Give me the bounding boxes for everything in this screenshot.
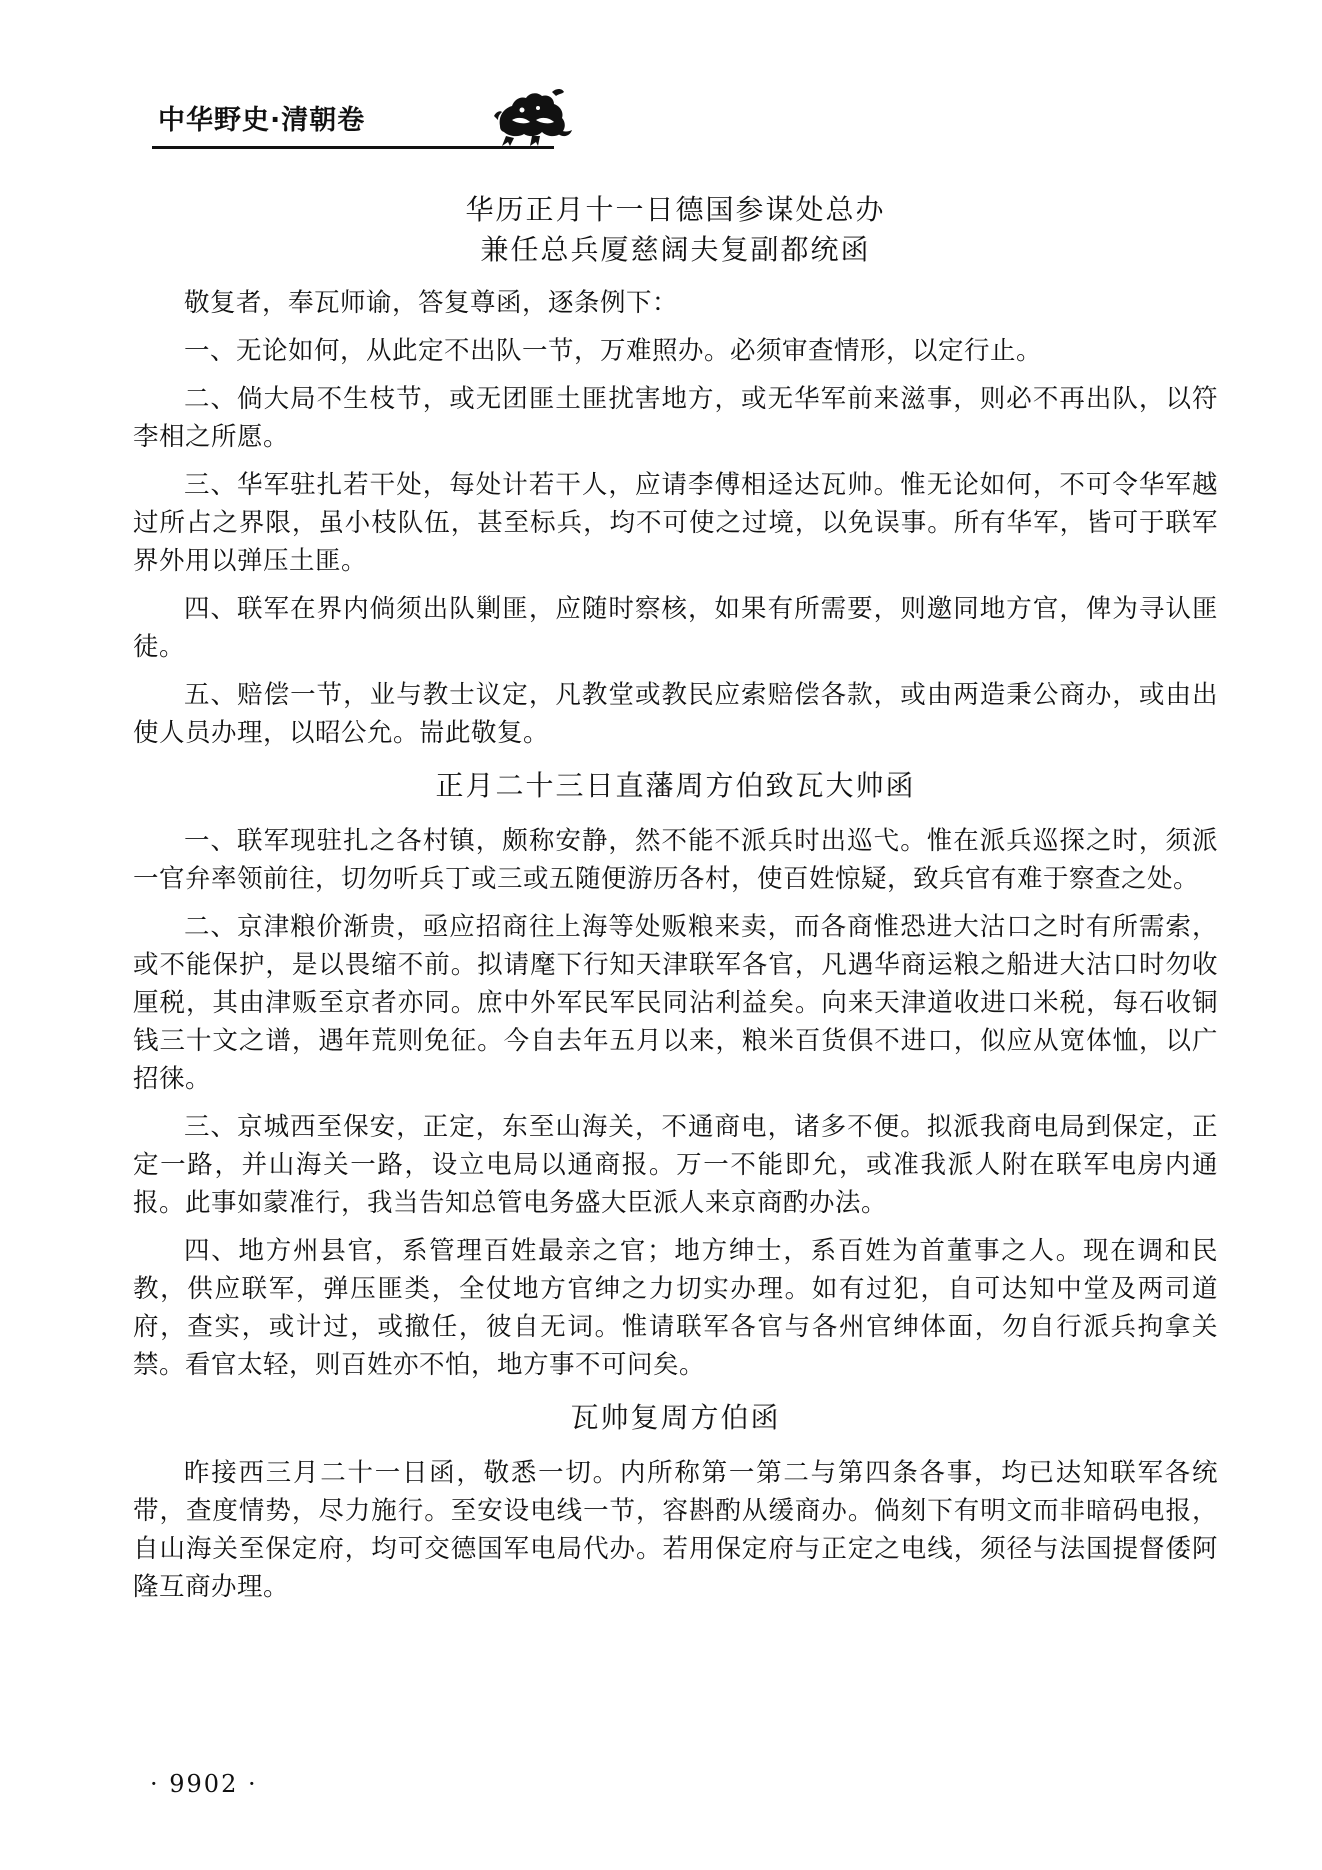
paragraph: 四、联军在界内倘须出队剿匪，应随时察核，如果有所需要，则邀同地方官，俾为寻认匪徒。 [133,594,1218,662]
paragraph: 五、赔偿一节，业与教士议定，凡教堂或教民应索赔偿各款，或由两造秉公商办，或由出使人员办理，以昭公允。耑此敬复。 [133,680,1218,748]
page-content [133,190,1218,1616]
paragraph: 一、无论如何，从此定不出队一节，万难照办。必须审查情形，以定行止。 [184,336,1043,366]
section-title-line: 瓦帅复周方伯函 [570,1401,781,1434]
paragraph: 三、华军驻扎若干处，每处计若干人，应请李傅相迳达瓦帅。惟无论如何，不可令华军越过所占之界限，虽小枝队伍，甚至标兵，均不可使之过境，以免误事。所有华军，皆可于联军界外用以弹压土匪。 [133,470,1218,576]
running-header [152,92,1222,152]
paragraph: 敬复者，奉瓦师谕，答复尊函，逐条例下： [184,288,679,318]
paragraph: 一、联军现驻扎之各村镇，颇称安静，然不能不派兵时出巡弋。惟在派兵巡探之时，须派一官弁率领前往，切勿听兵丁或三或五随便游历各村，使百姓惊疑，致兵官有难于察查之处。 [133,826,1218,894]
header-rule [152,146,554,149]
paragraph: 二、倘大局不生枝节，或无团匪土匪扰害地方，或无华军前来滋事，则必不再出队，以符李相之所愿。 [133,384,1218,452]
paragraph: 昨接西三月二十一日函，敬悉一切。内所称第一第二与第四条各事，均已达知联军各统带，查度情势，尽力施行。至安设电线一节，容斟酌从缓商办。倘刻下有明文而非暗码电报，自山海关至保定府，均可交德国军电局代办。若用保定府与正定之电线，须径与法国提督倭阿隆互商办理。 [133,1458,1218,1602]
paragraph: 四、地方州县官，系管理百姓最亲之官；地方绅士，系百姓为首董事之人。现在调和民教，供应联军，弹压匪类，全仗地方官绅之力切实办理。如有过犯，自可达知中堂及两司道府，查实，或计过，或撤任，彼自无词。惟请联军各官与各州官绅体面，勿自行派兵拘拿关禁。看官太轻，则百姓亦不怕，地方事不可问矣。 [133,1236,1218,1380]
dragon-icon [492,86,574,148]
section-title-line: 兼任总兵厦慈阔夫复副都统函 [480,233,871,266]
section-title-line: 正月二十三日直藩周方伯致瓦大帅函 [435,769,916,802]
paragraph: 二、京津粮价渐贵，亟应招商往上海等处贩粮来卖，而各商惟恐进大沽口之时有所需索，或不能保护，是以畏缩不前。拟请麾下行知天津联军各官，凡遇华商运粮之船进大沽口时勿收厘税，其由津贩至京者亦同。庶中外军民军民同沾利益矣。向来天津道收进口米税，每石收铜钱三十文之谱，遇年荒则免征。今自去年五月以来，粮米百货俱不进口，似应从宽体恤，以广招徕。 [133,912,1218,1094]
paragraph: 三、京城西至保安，正定，东至山海关，不通商电，诸多不便。拟派我商电局到保定，正定一路，并山海关一路，设立电局以通商报。万一不能即允，或准我派人附在联军电房内通报。此事如蒙准行，我当告知总管电务盛大臣派人来京商酌办法。 [133,1112,1218,1218]
series-title: 中华野史·清朝卷 [158,105,366,136]
page-number: · 9902 · [150,1770,258,1798]
section-title-line: 华历正月十一日德国参谋处总办 [465,193,886,226]
